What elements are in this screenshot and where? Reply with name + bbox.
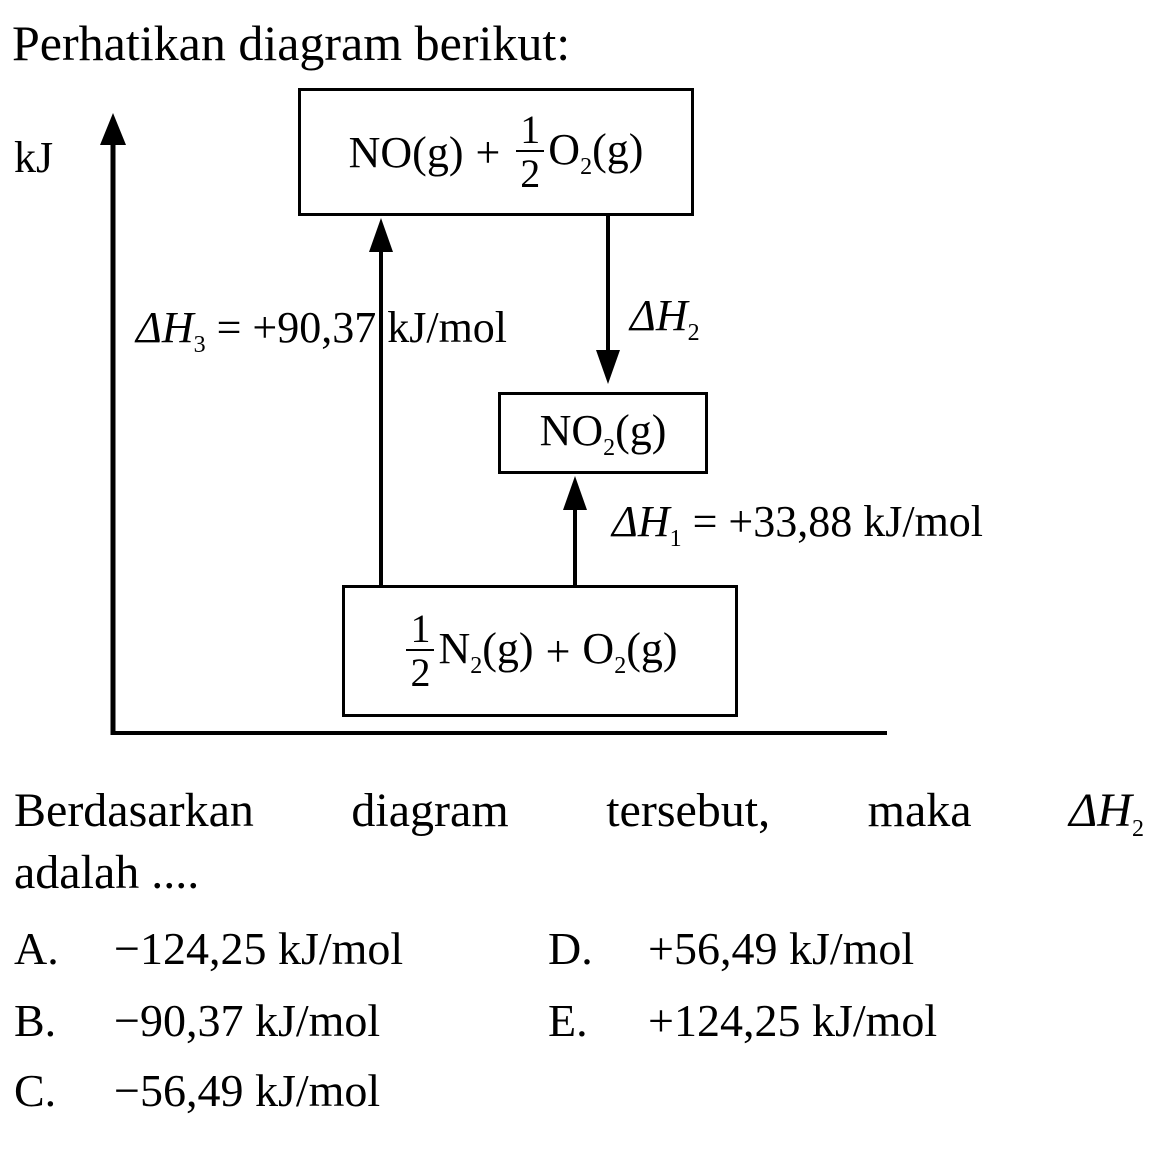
box-no2 [498, 392, 708, 474]
y-axis-arrowhead [100, 113, 126, 145]
dh2-label: $\Delta H_2$ [630, 291, 700, 346]
species-no2: $NO_2(g)$ [539, 405, 667, 461]
option-a[interactable]: A. −124,25 kJ/mol [14, 923, 404, 974]
y-axis-label: kJ [14, 133, 54, 182]
option-b[interactable]: B. −90,37 kJ/mol [14, 995, 381, 1046]
question-symbol: $\Delta H_2$ [1069, 784, 1144, 842]
dh2-arrowhead [596, 350, 620, 384]
question-line-1 [14, 782, 1144, 844]
option-d[interactable]: D. +56,49 kJ/mol [548, 923, 915, 974]
dh1-arrowhead [563, 476, 587, 510]
fraction-half: $\frac{1}{2}$ [406, 609, 434, 693]
question-text [14, 782, 1154, 903]
option-c[interactable]: C. −56,49 kJ/mol [14, 1065, 381, 1116]
species-o2: $O_2(g)$ [548, 124, 644, 180]
fraction-half: $\frac{1}{2}$ [516, 110, 544, 194]
intro-text: Perhatikan diagram berikut: [12, 15, 571, 71]
question-word: tersebut, [606, 784, 771, 837]
dh3-arrowhead [369, 218, 393, 252]
question-word: Berdasarkan [14, 784, 254, 837]
question-word: diagram [351, 784, 509, 837]
question-line-2: adalah .... [14, 846, 200, 900]
species-no: NO(g) [348, 127, 464, 177]
dh3-label: $\Delta H_3 = +90,37$ kJ/mol [136, 303, 508, 358]
plus-sign: + [545, 626, 571, 676]
box-n2-o2 [342, 585, 738, 717]
species-n2: $N_2(g)$ [438, 623, 534, 679]
plus-sign: + [475, 127, 501, 177]
dh1-label: $\Delta H_1 = +33,88$ kJ/mol [612, 497, 984, 552]
species-o2: $O_2(g)$ [582, 623, 678, 679]
box-no-o2 [298, 88, 694, 216]
question-word: maka [867, 784, 972, 837]
option-e[interactable]: E. +124,25 kJ/mol [548, 995, 938, 1046]
